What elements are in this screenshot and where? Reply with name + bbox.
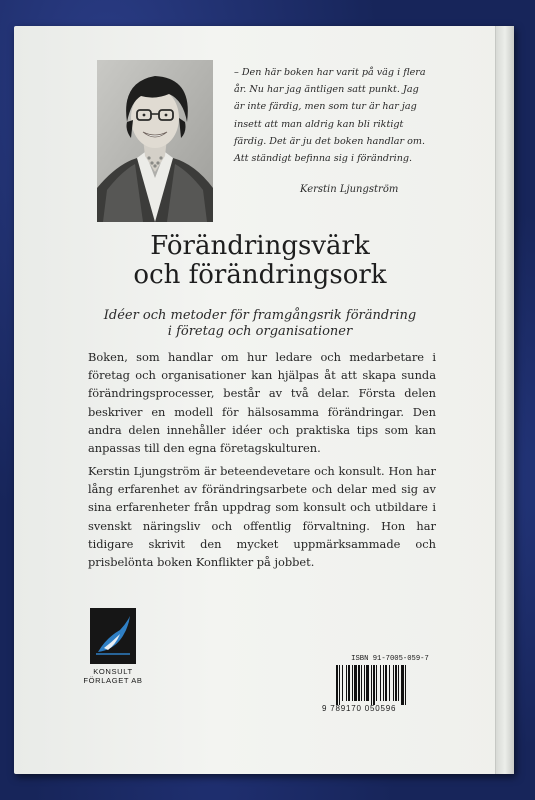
barcode xyxy=(335,665,427,705)
barcode-bar xyxy=(389,665,390,701)
publisher-name-line: FÖRLAGET AB xyxy=(83,676,143,685)
quote-line: är inte färdig, men som tur är har jag xyxy=(234,101,417,113)
barcode-bar xyxy=(405,665,406,705)
barcode-bar xyxy=(358,665,360,701)
barcode-bar xyxy=(395,665,397,701)
barcode-bar xyxy=(385,665,387,701)
book-subtitle-line: i företag och organisationer xyxy=(167,324,353,339)
book-subtitle xyxy=(60,308,460,340)
author-quote xyxy=(234,64,434,167)
quote-author: Kerstin Ljungström xyxy=(300,184,399,195)
barcode-bar xyxy=(339,665,340,705)
barcode-bar xyxy=(361,665,362,701)
author-bio-paragraph: Kerstin Ljungström är beteendevetare och konsult. Hon har lång erfarenhet av förändringsarbete och delar med sig av sina erfarenheter från uppdrag som konsult och utbildare i svenskt näringsliv och offentlig förvaltning. Hon har tidigare skrivit den mycket uppmärksammade och prisbelönta boken Konflikter på jobbet. xyxy=(88,464,436,570)
barcode-bar xyxy=(401,665,404,705)
barcode-bar xyxy=(346,665,347,701)
book-subtitle-line: Idéer och metoder för framgångsrik förändring xyxy=(103,308,417,323)
barcode-bar xyxy=(371,665,372,705)
description-paragraph: Boken, som handlar om hur ledare och medarbetare i företag och organisationer kan hjälpas åt att skapa sunda förändringsprocesser, består av två delar. Första delen beskriver en modell för hälsosamma förändringar. Den andra delen innehåller idéer och praktiska tips som kan anpassas till den egna företagskulturen. xyxy=(88,350,436,456)
quote-line: insett att man aldrig kan bli riktigt xyxy=(234,118,404,130)
isbn-label: ISBN 91-7005-059-7 xyxy=(351,655,429,663)
publisher-logo xyxy=(90,608,136,664)
publisher-name-line: KONSULT xyxy=(93,667,133,676)
barcode-digits: 9 789170 050596 xyxy=(322,704,397,713)
book-title-line: och förändringsork xyxy=(133,260,387,290)
book-title-line: Förändringsvärk xyxy=(150,231,370,261)
publisher-name xyxy=(76,667,150,685)
quote-line: Att ständigt befinna sig i förändring. xyxy=(234,153,413,165)
barcode-bar xyxy=(336,665,338,705)
quote-line: – Den här boken har varit på väg i flera xyxy=(234,67,426,78)
barcode-bar xyxy=(393,665,394,701)
barcode-bar xyxy=(380,665,381,701)
barcode-bar xyxy=(398,665,399,701)
barcode-bar xyxy=(342,665,343,701)
bird-icon xyxy=(90,608,136,664)
book-spine-edge xyxy=(495,26,514,774)
book-title xyxy=(60,232,460,290)
barcode-bar xyxy=(354,665,357,701)
barcode-bar xyxy=(373,665,375,705)
barcode-bar xyxy=(383,665,384,701)
barcode-bar xyxy=(376,665,377,701)
barcode-bar xyxy=(352,665,353,701)
quote-line: år. Nu har jag äntligen satt punkt. Jag xyxy=(234,84,419,96)
quote-line: färdig. Det är ju det boken handlar om. xyxy=(234,135,426,147)
barcode-bar xyxy=(366,665,369,701)
author-photo xyxy=(97,60,213,222)
barcode-bar xyxy=(364,665,365,701)
barcode-bar xyxy=(348,665,350,701)
